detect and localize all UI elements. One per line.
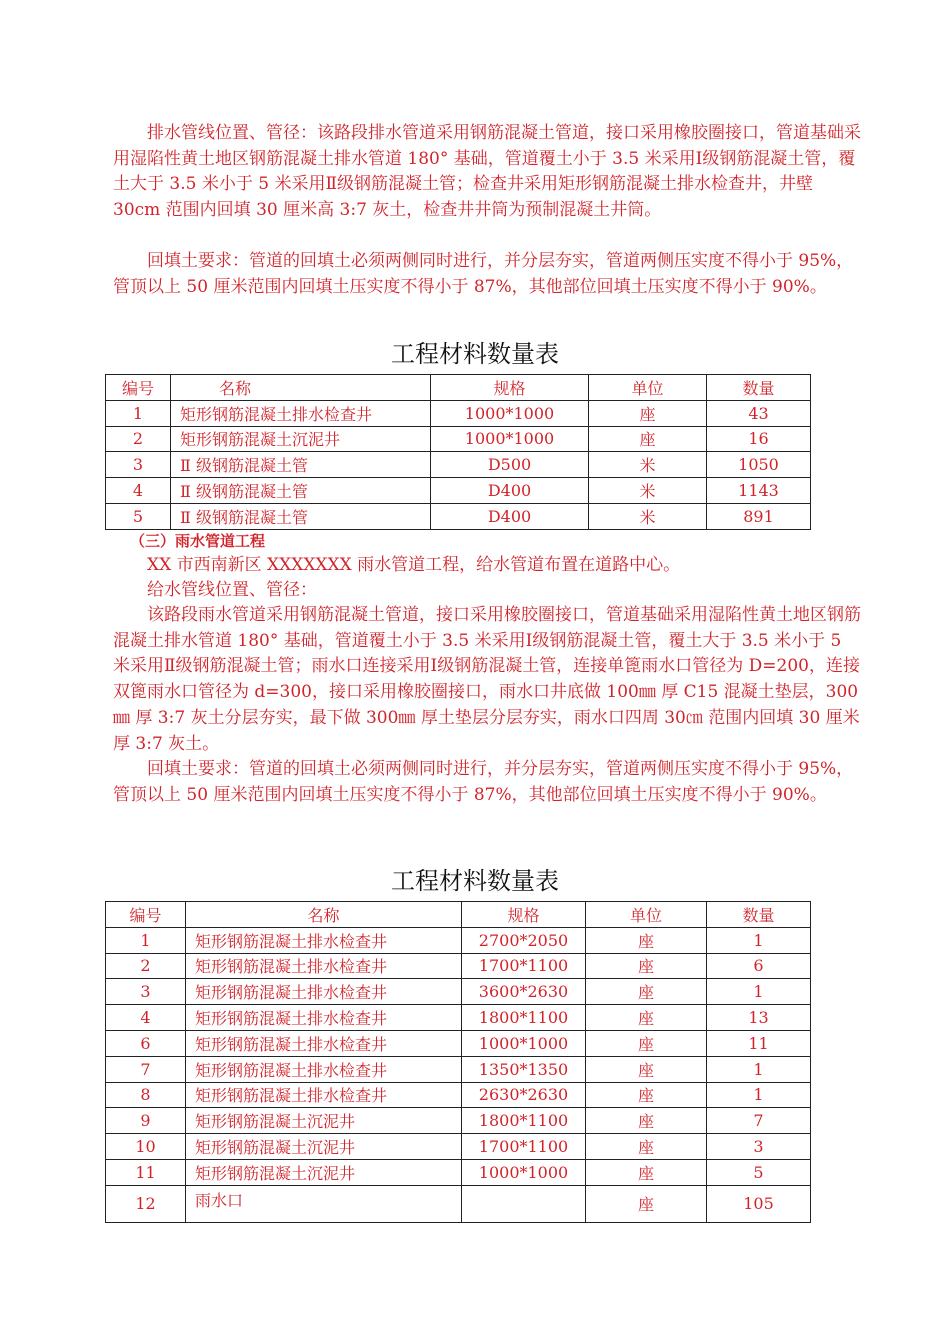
table2-title: 工程材料数量表 — [391, 867, 559, 895]
cell-name: 矩形钢筋混凝土排水检查井 — [186, 979, 462, 1005]
cell-name: Ⅱ 级钢筋混凝土管 — [171, 503, 431, 529]
cell-unit: 米 — [589, 478, 707, 504]
table-header-row — [106, 375, 811, 401]
cell-number: 3 — [106, 979, 186, 1005]
header-number: 编号 — [106, 375, 171, 401]
cell-quantity: 105 — [707, 1185, 811, 1222]
paragraph-drainage-pipeline: 排水管线位置、管径：该路段排水管道采用钢筋混凝土管道，接口采用橡胶圈接口，管道基础采用湿陷性黄土地区钢筋混凝土排水管道 180° 基础，管道覆土小于 3.5 米采用Ⅰ级钢筋混凝土管，覆土大于 3.5 米小于 5 米采用Ⅱ级钢筋混凝土管；检查井采用矩形钢筋混凝土排水检查井，井壁 30cm 范围内回填 30 厘米高 3:7 灰土，检查井井筒为预制混凝土井筒。 — [113, 123, 861, 221]
cell-number: 3 — [106, 452, 171, 478]
cell-unit: 座 — [586, 1134, 707, 1160]
cell-number: 4 — [106, 1005, 186, 1031]
cell-unit: 座 — [586, 979, 707, 1005]
cell-spec: 1700*1100 — [462, 953, 586, 979]
cell-name: 矩形钢筋混凝土排水检查井 — [186, 1005, 462, 1031]
cell-unit: 米 — [589, 452, 707, 478]
cell-unit: 座 — [586, 927, 707, 953]
table-row — [106, 927, 811, 953]
header-unit: 单位 — [586, 902, 707, 928]
cell-spec: 1000*1000 — [431, 400, 589, 426]
cell-quantity: 16 — [707, 426, 811, 452]
material-table-1 — [105, 374, 811, 530]
cell-number: 9 — [106, 1108, 186, 1134]
cell-unit: 座 — [586, 1082, 707, 1108]
cell-number: 7 — [106, 1056, 186, 1082]
paragraph-pipeline-label: 给水管线位置、管径： — [147, 580, 317, 600]
header-unit: 单位 — [589, 375, 707, 401]
cell-spec: 1350*1350 — [462, 1056, 586, 1082]
cell-unit: 米 — [589, 503, 707, 529]
cell-quantity: 7 — [707, 1108, 811, 1134]
cell-spec: 1000*1000 — [462, 1159, 586, 1185]
cell-name: 矩形钢筋混凝土排水检查井 — [186, 1082, 462, 1108]
cell-unit: 座 — [586, 1005, 707, 1031]
cell-number: 8 — [106, 1082, 186, 1108]
cell-quantity: 43 — [707, 400, 811, 426]
cell-quantity: 5 — [707, 1159, 811, 1185]
cell-spec: D400 — [431, 503, 589, 529]
cell-unit: 座 — [586, 953, 707, 979]
table-row — [106, 1108, 811, 1134]
cell-quantity: 13 — [707, 1005, 811, 1031]
paragraph-backfill-requirements-2: 回填土要求：管道的回填土必须两侧同时进行，并分层夯实，管道两侧压实度不得小于 95%，管顶以上 50 厘米范围内回填土压实度不得小于 87%，其他部位回填土压实度不得小于 90%。 — [113, 759, 854, 805]
table-header-row — [106, 902, 811, 928]
paragraph-project-intro: XX 市西南新区 XXXXXXX 雨水管道工程，给水管道布置在道路中心。 — [147, 555, 681, 575]
table-row — [106, 503, 811, 529]
cell-name: Ⅱ 级钢筋混凝土管 — [171, 452, 431, 478]
cell-name: 矩形钢筋混凝土沉泥井 — [186, 1159, 462, 1185]
header-spec: 规格 — [431, 375, 589, 401]
cell-unit: 座 — [586, 1030, 707, 1056]
table-row — [106, 400, 811, 426]
cell-unit: 座 — [586, 1056, 707, 1082]
table-row — [106, 979, 811, 1005]
cell-spec: 3600*2630 — [462, 979, 586, 1005]
header-quantity: 数量 — [707, 902, 811, 928]
cell-name: 矩形钢筋混凝土排水检查井 — [186, 1056, 462, 1082]
cell-unit: 座 — [589, 400, 707, 426]
material-table-2 — [105, 901, 811, 1223]
table-row — [106, 452, 811, 478]
table-row — [106, 1134, 811, 1160]
cell-quantity: 1 — [707, 927, 811, 953]
cell-spec: 1800*1100 — [462, 1108, 586, 1134]
cell-number: 10 — [106, 1134, 186, 1160]
cell-number: 1 — [106, 927, 186, 953]
cell-quantity: 6 — [707, 953, 811, 979]
paragraph-rainwater-pipeline: 该路段雨水管道采用钢筋混凝土管道，接口采用橡胶圈接口，管道基础采用湿陷性黄土地区钢筋混凝土排水管道 180° 基础，管道覆土小于 3.5 米采用Ⅰ级钢筋混凝土管，覆土大于 3.5 米小于 5 米采用Ⅱ级钢筋混凝土管；雨水口连接采用Ⅰ级钢筋混凝土管，连接单篦雨水口管径为 D=200，连接双篦雨水口管径为 d=300，接口采用橡胶圈接口，雨水口井底做 100㎜ 厚 C15 混凝土垫层，300㎜ 厚 3:7 灰土分层夯实，最下做 300㎜ 厚土垫层分层夯实，雨水口四周 30㎝ 范围内回填 30 厘米厚 3:7 灰土。 — [113, 605, 861, 754]
section-heading-rainwater: （三）雨水管道工程 — [130, 532, 266, 550]
table1-title: 工程材料数量表 — [391, 340, 559, 368]
cell-unit: 座 — [586, 1108, 707, 1134]
cell-quantity: 1143 — [707, 478, 811, 504]
header-number: 编号 — [106, 902, 186, 928]
table-row — [106, 426, 811, 452]
cell-number: 5 — [106, 503, 171, 529]
cell-number: 12 — [106, 1185, 186, 1222]
cell-quantity: 1050 — [707, 452, 811, 478]
table-row — [106, 1185, 811, 1222]
cell-name: 矩形钢筋混凝土沉泥井 — [171, 426, 431, 452]
header-spec: 规格 — [462, 902, 586, 928]
cell-quantity: 1 — [707, 979, 811, 1005]
table-row — [106, 1159, 811, 1185]
table-row — [106, 478, 811, 504]
table-row — [106, 1005, 811, 1031]
cell-spec: 1000*1000 — [462, 1030, 586, 1056]
table-row — [106, 1056, 811, 1082]
cell-number: 11 — [106, 1159, 186, 1185]
cell-spec: 1800*1100 — [462, 1005, 586, 1031]
table-row — [106, 953, 811, 979]
cell-unit: 座 — [589, 426, 707, 452]
table-row — [106, 1030, 811, 1056]
cell-name: 矩形钢筋混凝土排水检查井 — [171, 400, 431, 426]
cell-spec: 1000*1000 — [431, 426, 589, 452]
cell-quantity: 1 — [707, 1056, 811, 1082]
cell-quantity: 1 — [707, 1082, 811, 1108]
cell-name: 矩形钢筋混凝土排水检查井 — [186, 1030, 462, 1056]
cell-name: 雨水口 — [186, 1185, 462, 1222]
cell-spec: D500 — [431, 452, 589, 478]
cell-number: 1 — [106, 400, 171, 426]
cell-spec: 2630*2630 — [462, 1082, 586, 1108]
header-name: 名称 — [186, 902, 462, 928]
cell-name: 矩形钢筋混凝土排水检查井 — [186, 953, 462, 979]
cell-quantity: 891 — [707, 503, 811, 529]
header-quantity: 数量 — [707, 375, 811, 401]
cell-quantity: 11 — [707, 1030, 811, 1056]
cell-name: 矩形钢筋混凝土沉泥井 — [186, 1108, 462, 1134]
cell-spec — [462, 1185, 586, 1222]
cell-spec: D400 — [431, 478, 589, 504]
cell-number: 4 — [106, 478, 171, 504]
cell-name: 矩形钢筋混凝土排水检查井 — [186, 927, 462, 953]
cell-spec: 1700*1100 — [462, 1134, 586, 1160]
header-name: 名称 — [171, 375, 431, 401]
table-row — [106, 1082, 811, 1108]
cell-spec: 2700*2050 — [462, 927, 586, 953]
cell-unit: 座 — [586, 1185, 707, 1222]
cell-name: 矩形钢筋混凝土沉泥井 — [186, 1134, 462, 1160]
paragraph-backfill-requirements: 回填土要求：管道的回填土必须两侧同时进行，并分层夯实，管道两侧压实度不得小于 95%，管顶以上 50 厘米范围内回填土压实度不得小于 87%，其他部位回填土压实度不得小于 90%。 — [113, 251, 854, 297]
cell-number: 2 — [106, 426, 171, 452]
cell-unit: 座 — [586, 1159, 707, 1185]
cell-name: Ⅱ 级钢筋混凝土管 — [171, 478, 431, 504]
cell-quantity: 3 — [707, 1134, 811, 1160]
cell-number: 6 — [106, 1030, 186, 1056]
cell-number: 2 — [106, 953, 186, 979]
